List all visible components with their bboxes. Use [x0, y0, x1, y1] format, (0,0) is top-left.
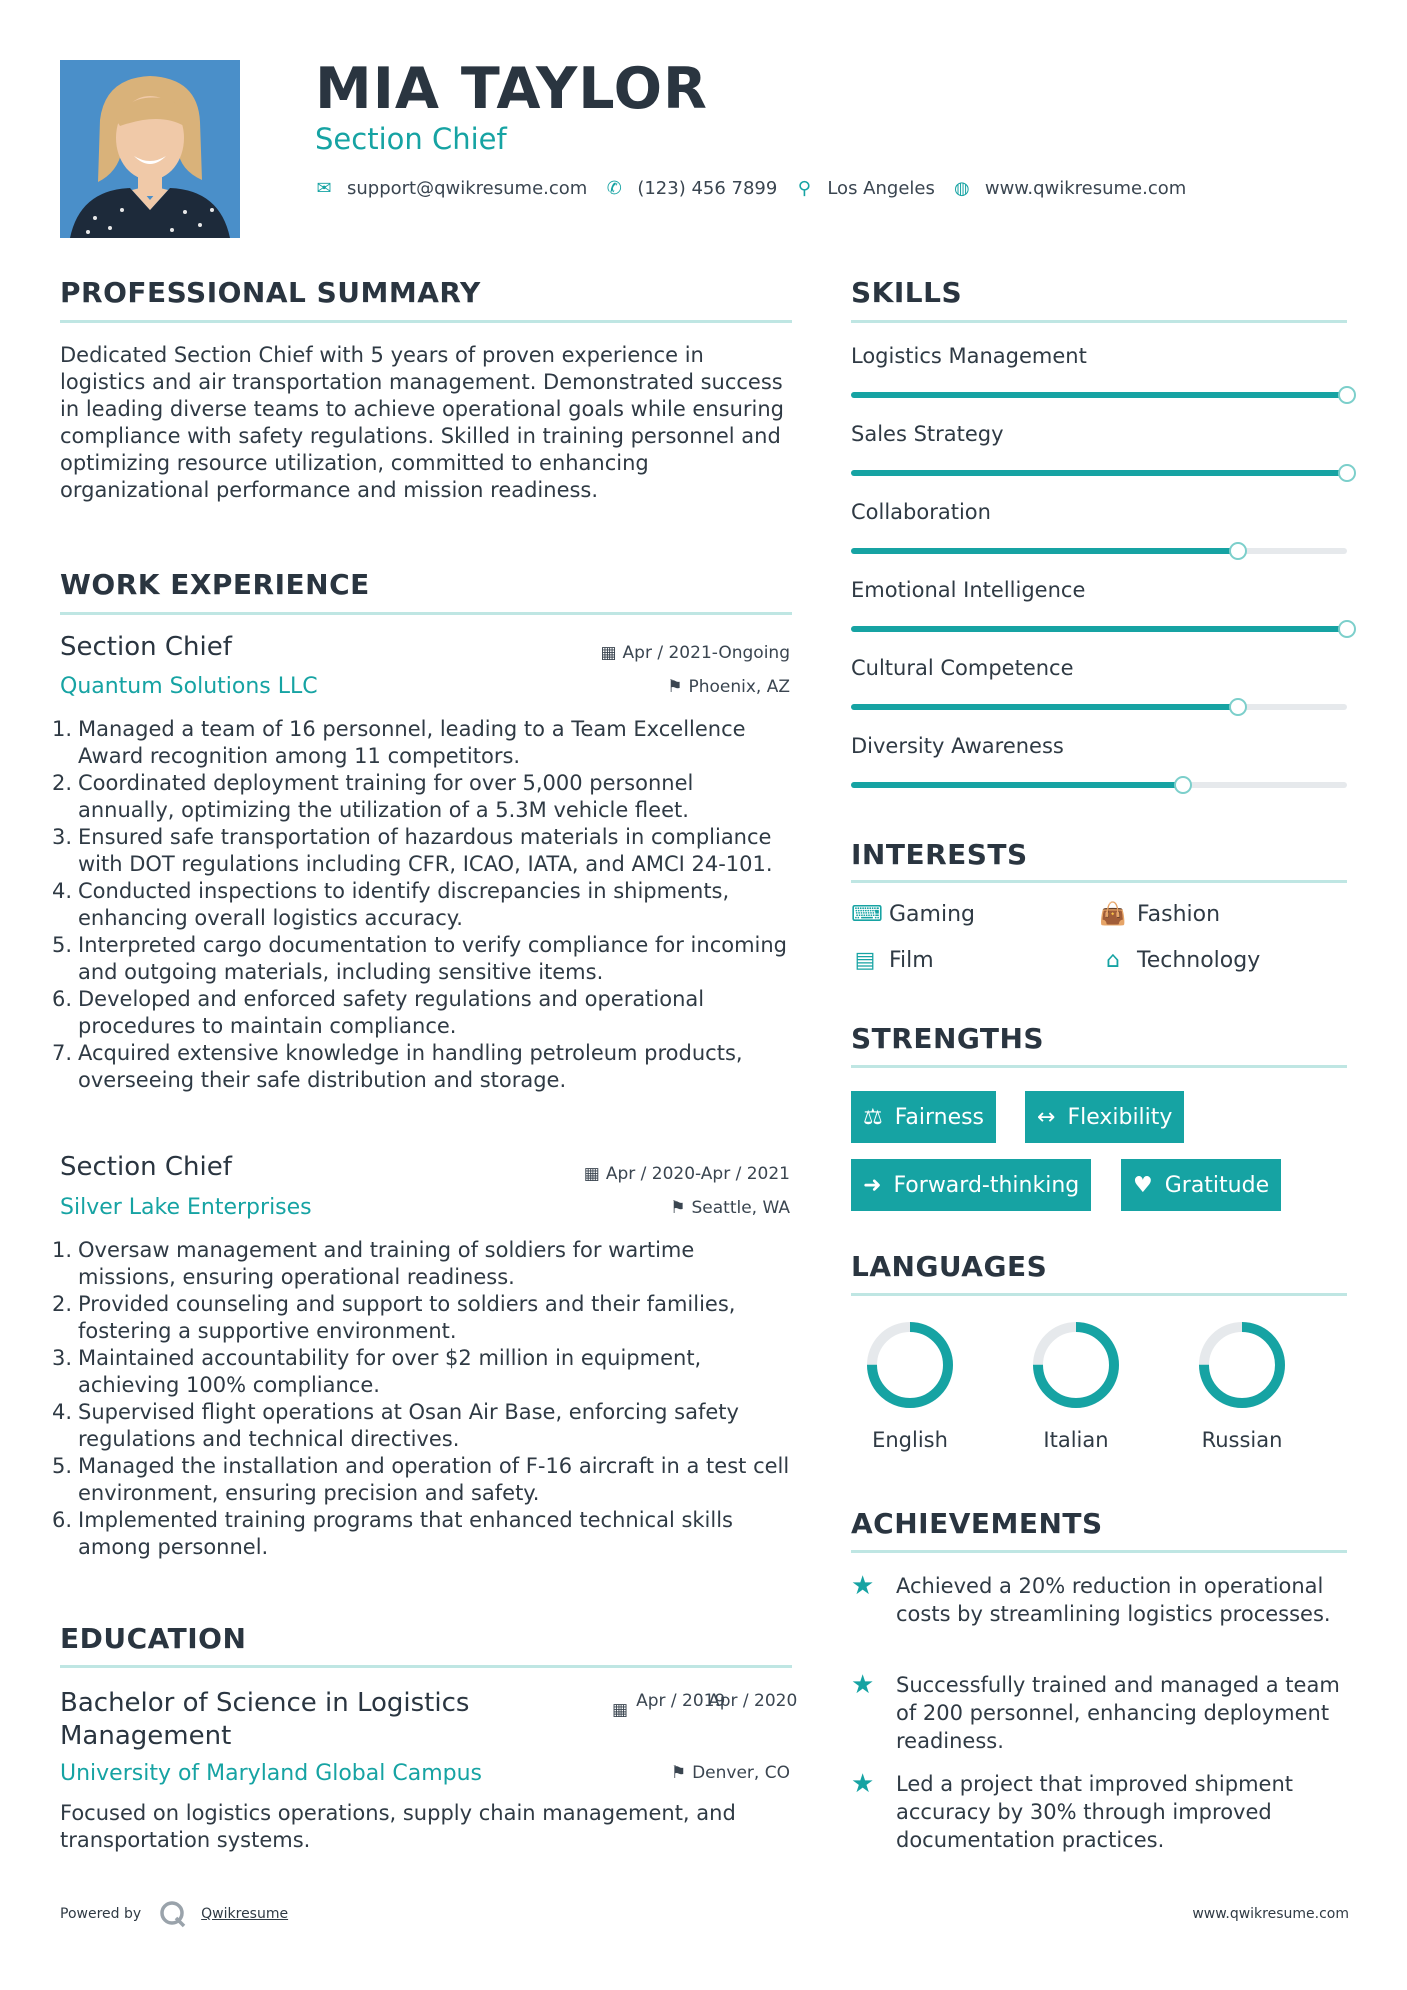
interest-technology	[1099, 948, 1260, 973]
interest-film	[851, 948, 934, 973]
list-item: 4. Conducted inspections to identify discrepancies in shipments, enhancing overall logistics accuracy.	[52, 879, 730, 930]
contact-location-text: Los Angeles	[827, 178, 935, 199]
language-name: Italian	[1043, 1428, 1109, 1452]
language-ring	[1195, 1318, 1289, 1412]
star-icon: ★	[851, 1571, 875, 1601]
profile-photo-image	[60, 60, 240, 238]
interest-label: Gaming	[889, 902, 975, 927]
shopping-bag-icon: 👜	[1099, 902, 1127, 927]
strength-label: Flexibility	[1067, 1104, 1173, 1130]
language-russian	[1187, 1318, 1297, 1452]
skill-bar-knob	[1338, 386, 1356, 404]
film-icon: ▤	[854, 948, 876, 973]
education-location-text: Denver, CO	[692, 1763, 790, 1783]
strength-label: Fairness	[894, 1104, 985, 1130]
location-pin-icon: ⚲	[797, 178, 811, 199]
strength-forward-thinking	[851, 1159, 1091, 1211]
list-item: 6. Developed and enforced safety regulations and operational procedures to maintain compliance.	[52, 987, 705, 1038]
footer-url[interactable]: www.qwikresume.com	[1192, 1906, 1349, 1922]
strengths-rule	[851, 1065, 1347, 1068]
phone-icon: ✆	[606, 178, 622, 199]
interest-label: Technology	[1137, 948, 1261, 973]
skill-bar	[851, 626, 1347, 632]
list-item: 2. Provided counseling and support to soldiers and their families, fostering a supportive environment.	[52, 1292, 736, 1343]
job-title: Section Chief	[60, 632, 232, 662]
list-item: 2. Coordinated deployment training for over 5,000 personnel annually, optimizing the utilization of a 5.3M vehicle fleet.	[52, 771, 694, 822]
list-item: 7. Acquired extensive knowledge in handling petroleum products, overseeing their safe distribution and storage.	[52, 1041, 743, 1092]
education-date-end: Apr / 2020	[708, 1691, 798, 1711]
education-rule	[60, 1665, 792, 1668]
skill-bar-knob	[1229, 698, 1247, 716]
envelope-icon: ✉	[316, 178, 332, 199]
skill-bar-knob	[1338, 464, 1356, 482]
list-item: 3. Maintained accountability for over $2 million in equipment, achieving 100% compliance.	[52, 1346, 702, 1397]
skill-bar	[851, 704, 1347, 710]
skill-name: Emotional Intelligence	[851, 578, 1086, 602]
skill-bar-fill	[851, 548, 1238, 554]
skill-name: Logistics Management	[851, 344, 1087, 368]
globe-icon: ◍	[953, 178, 970, 199]
skill-bar	[851, 548, 1347, 554]
job-date-text: Apr / 2020-Apr / 2021	[605, 1164, 790, 1184]
list-item: 1. Managed a team of 16 personnel, leading to a Team Excellence Award recognition among 11 competitors.	[52, 717, 746, 768]
language-name: Russian	[1201, 1428, 1283, 1452]
pushpin-icon: ⚑	[670, 1198, 686, 1218]
arrow-right-icon: ➜	[863, 1172, 882, 1198]
job-bullets	[52, 716, 792, 1094]
list-item: 5. Interpreted cargo documentation to verify compliance for incoming and outgoing materials, including sensitive items.	[52, 933, 788, 984]
job-date	[600, 643, 790, 663]
list-item: 6. Implemented training programs that enhanced technical skills among personnel.	[52, 1508, 733, 1559]
job-title: Section Chief	[60, 1152, 232, 1182]
calendar-icon: ▦	[612, 1700, 629, 1720]
summary-heading: PROFESSIONAL SUMMARY	[60, 276, 481, 309]
education-description: Focused on logistics operations, supply chain management, and transportation systems.	[60, 1801, 736, 1852]
strength-gratitude	[1121, 1159, 1281, 1211]
skill-name: Sales Strategy	[851, 422, 1004, 446]
skill-bar-fill	[851, 782, 1183, 788]
skill-name: Diversity Awareness	[851, 734, 1064, 758]
education-date-start: Apr / 2019	[636, 1691, 726, 1711]
powered-by-text: Powered by	[60, 1906, 142, 1922]
star-icon: ★	[851, 1769, 875, 1799]
interest-fashion	[1099, 902, 1220, 927]
skill-bar-knob	[1229, 542, 1247, 560]
skills-rule	[851, 320, 1347, 323]
footer-powered-by	[60, 1900, 288, 1928]
strengths-heading: STRENGTHS	[851, 1022, 1045, 1055]
achievement-item: ★ Achieved a 20% reduction in operational costs by streamlining logistics processes.	[851, 1571, 1331, 1626]
calendar-icon: ▦	[600, 643, 617, 663]
contact-website[interactable]	[953, 178, 1186, 199]
gamepad-icon: ⌨	[851, 902, 883, 927]
list-item: 4. Supervised flight operations at Osan Air Base, enforcing safety regulations and technical directives.	[52, 1400, 739, 1451]
contact-location	[795, 178, 935, 199]
summary-rule	[60, 320, 792, 323]
laptop-icon: ⌂	[1106, 948, 1120, 973]
language-english	[855, 1318, 965, 1452]
skill-bar-fill	[851, 704, 1238, 710]
contact-phone-text: (123) 456 7899	[637, 178, 778, 199]
achievement-item: ★ Successfully trained and managed a team of 200 personnel, enhancing deployment readiness.	[851, 1670, 1340, 1753]
achievement-item: ★ Led a project that improved shipment accuracy by 30% through improved documentation practices.	[851, 1769, 1294, 1852]
education-heading: EDUCATION	[60, 1622, 247, 1655]
job-location-text: Phoenix, AZ	[688, 677, 790, 697]
languages-rule	[851, 1293, 1347, 1296]
achievements-rule	[851, 1550, 1347, 1553]
heart-icon: ♥	[1133, 1172, 1153, 1198]
languages-heading: LANGUAGES	[851, 1250, 1048, 1283]
job-company: Silver Lake Enterprises	[60, 1195, 312, 1220]
contact-bar	[315, 178, 1204, 199]
skill-name: Cultural Competence	[851, 656, 1074, 680]
contact-website-text: www.qwikresume.com	[984, 178, 1187, 199]
language-name: English	[872, 1428, 948, 1452]
job-date	[584, 1164, 790, 1184]
skill-bar	[851, 782, 1347, 788]
profile-photo	[60, 60, 240, 238]
balance-scale-icon: ⚖	[863, 1104, 883, 1130]
job-location	[670, 1198, 790, 1218]
skills-heading: SKILLS	[851, 276, 963, 309]
skill-bar-fill	[851, 626, 1347, 632]
achievements-heading: ACHIEVEMENTS	[851, 1507, 1103, 1540]
education-location	[671, 1763, 790, 1783]
strength-label: Gratitude	[1164, 1172, 1270, 1198]
job-date-text: Apr / 2021-Ongoing	[622, 643, 790, 663]
strength-fairness	[851, 1091, 996, 1143]
interest-label: Fashion	[1137, 902, 1221, 927]
contact-email-text: support@qwikresume.com	[347, 178, 588, 199]
education-date	[612, 1690, 798, 1720]
pushpin-icon: ⚑	[670, 1763, 687, 1783]
summary-text: Dedicated Section Chief with 5 years of proven experience in logistics and air transportation management. Demonstrated success in leading diverse teams to achieve operational goals while ensuring compliance with safety regulations. Skilled in training personnel and optimizing resource utilization, committed to enhancing organizational performance and mission readiness.	[60, 343, 784, 502]
job-company: Quantum Solutions LLC	[60, 674, 318, 699]
list-item: 3. Ensured safe transportation of hazardous materials in compliance with DOT regulations including CFR, ICAO, IATA, and AMCI 24-101.	[52, 825, 773, 876]
list-item: 1. Oversaw management and training of soldiers for wartime missions, ensuring operational readiness.	[52, 1238, 695, 1289]
strength-label: Forward-thinking	[893, 1172, 1080, 1198]
language-ring	[1029, 1318, 1123, 1412]
job-location	[667, 677, 790, 697]
skill-bar-knob	[1338, 620, 1356, 638]
interest-label: Film	[889, 948, 934, 973]
arrows-horizontal-icon: ↔	[1037, 1104, 1056, 1130]
interest-gaming	[851, 902, 975, 927]
candidate-name: MIA TAYLOR	[315, 56, 708, 122]
interests-rule	[851, 880, 1347, 883]
school-name: University of Maryland Global Campus	[60, 1761, 483, 1786]
skill-bar	[851, 392, 1347, 398]
degree-title: Bachelor of Science in Logistics Management	[60, 1688, 470, 1751]
contact-phone[interactable]	[605, 178, 777, 199]
job-bullets	[52, 1237, 792, 1561]
experience-rule	[60, 612, 792, 615]
list-item: 5. Managed the installation and operation of F-16 aircraft in a test cell environment, ensuring precision and safety.	[52, 1454, 790, 1505]
calendar-icon: ▦	[583, 1164, 600, 1184]
skill-name: Collaboration	[851, 500, 991, 524]
job-location-text: Seattle, WA	[691, 1198, 790, 1218]
star-icon: ★	[851, 1670, 875, 1700]
skill-bar	[851, 470, 1347, 476]
pushpin-icon: ⚑	[667, 677, 683, 697]
contact-email[interactable]	[315, 178, 587, 199]
experience-heading: WORK EXPERIENCE	[60, 568, 370, 601]
skill-bar-fill	[851, 392, 1347, 398]
language-italian	[1021, 1318, 1131, 1452]
qwikresume-logo-icon	[159, 1900, 187, 1928]
qwikresume-link[interactable]: Qwikresume	[201, 1906, 289, 1922]
skill-bar-fill	[851, 470, 1347, 476]
strength-flexibility	[1025, 1091, 1184, 1143]
candidate-role: Section Chief	[315, 122, 507, 156]
interests-heading: INTERESTS	[851, 838, 1028, 871]
skill-bar-knob	[1174, 776, 1192, 794]
language-ring	[863, 1318, 957, 1412]
